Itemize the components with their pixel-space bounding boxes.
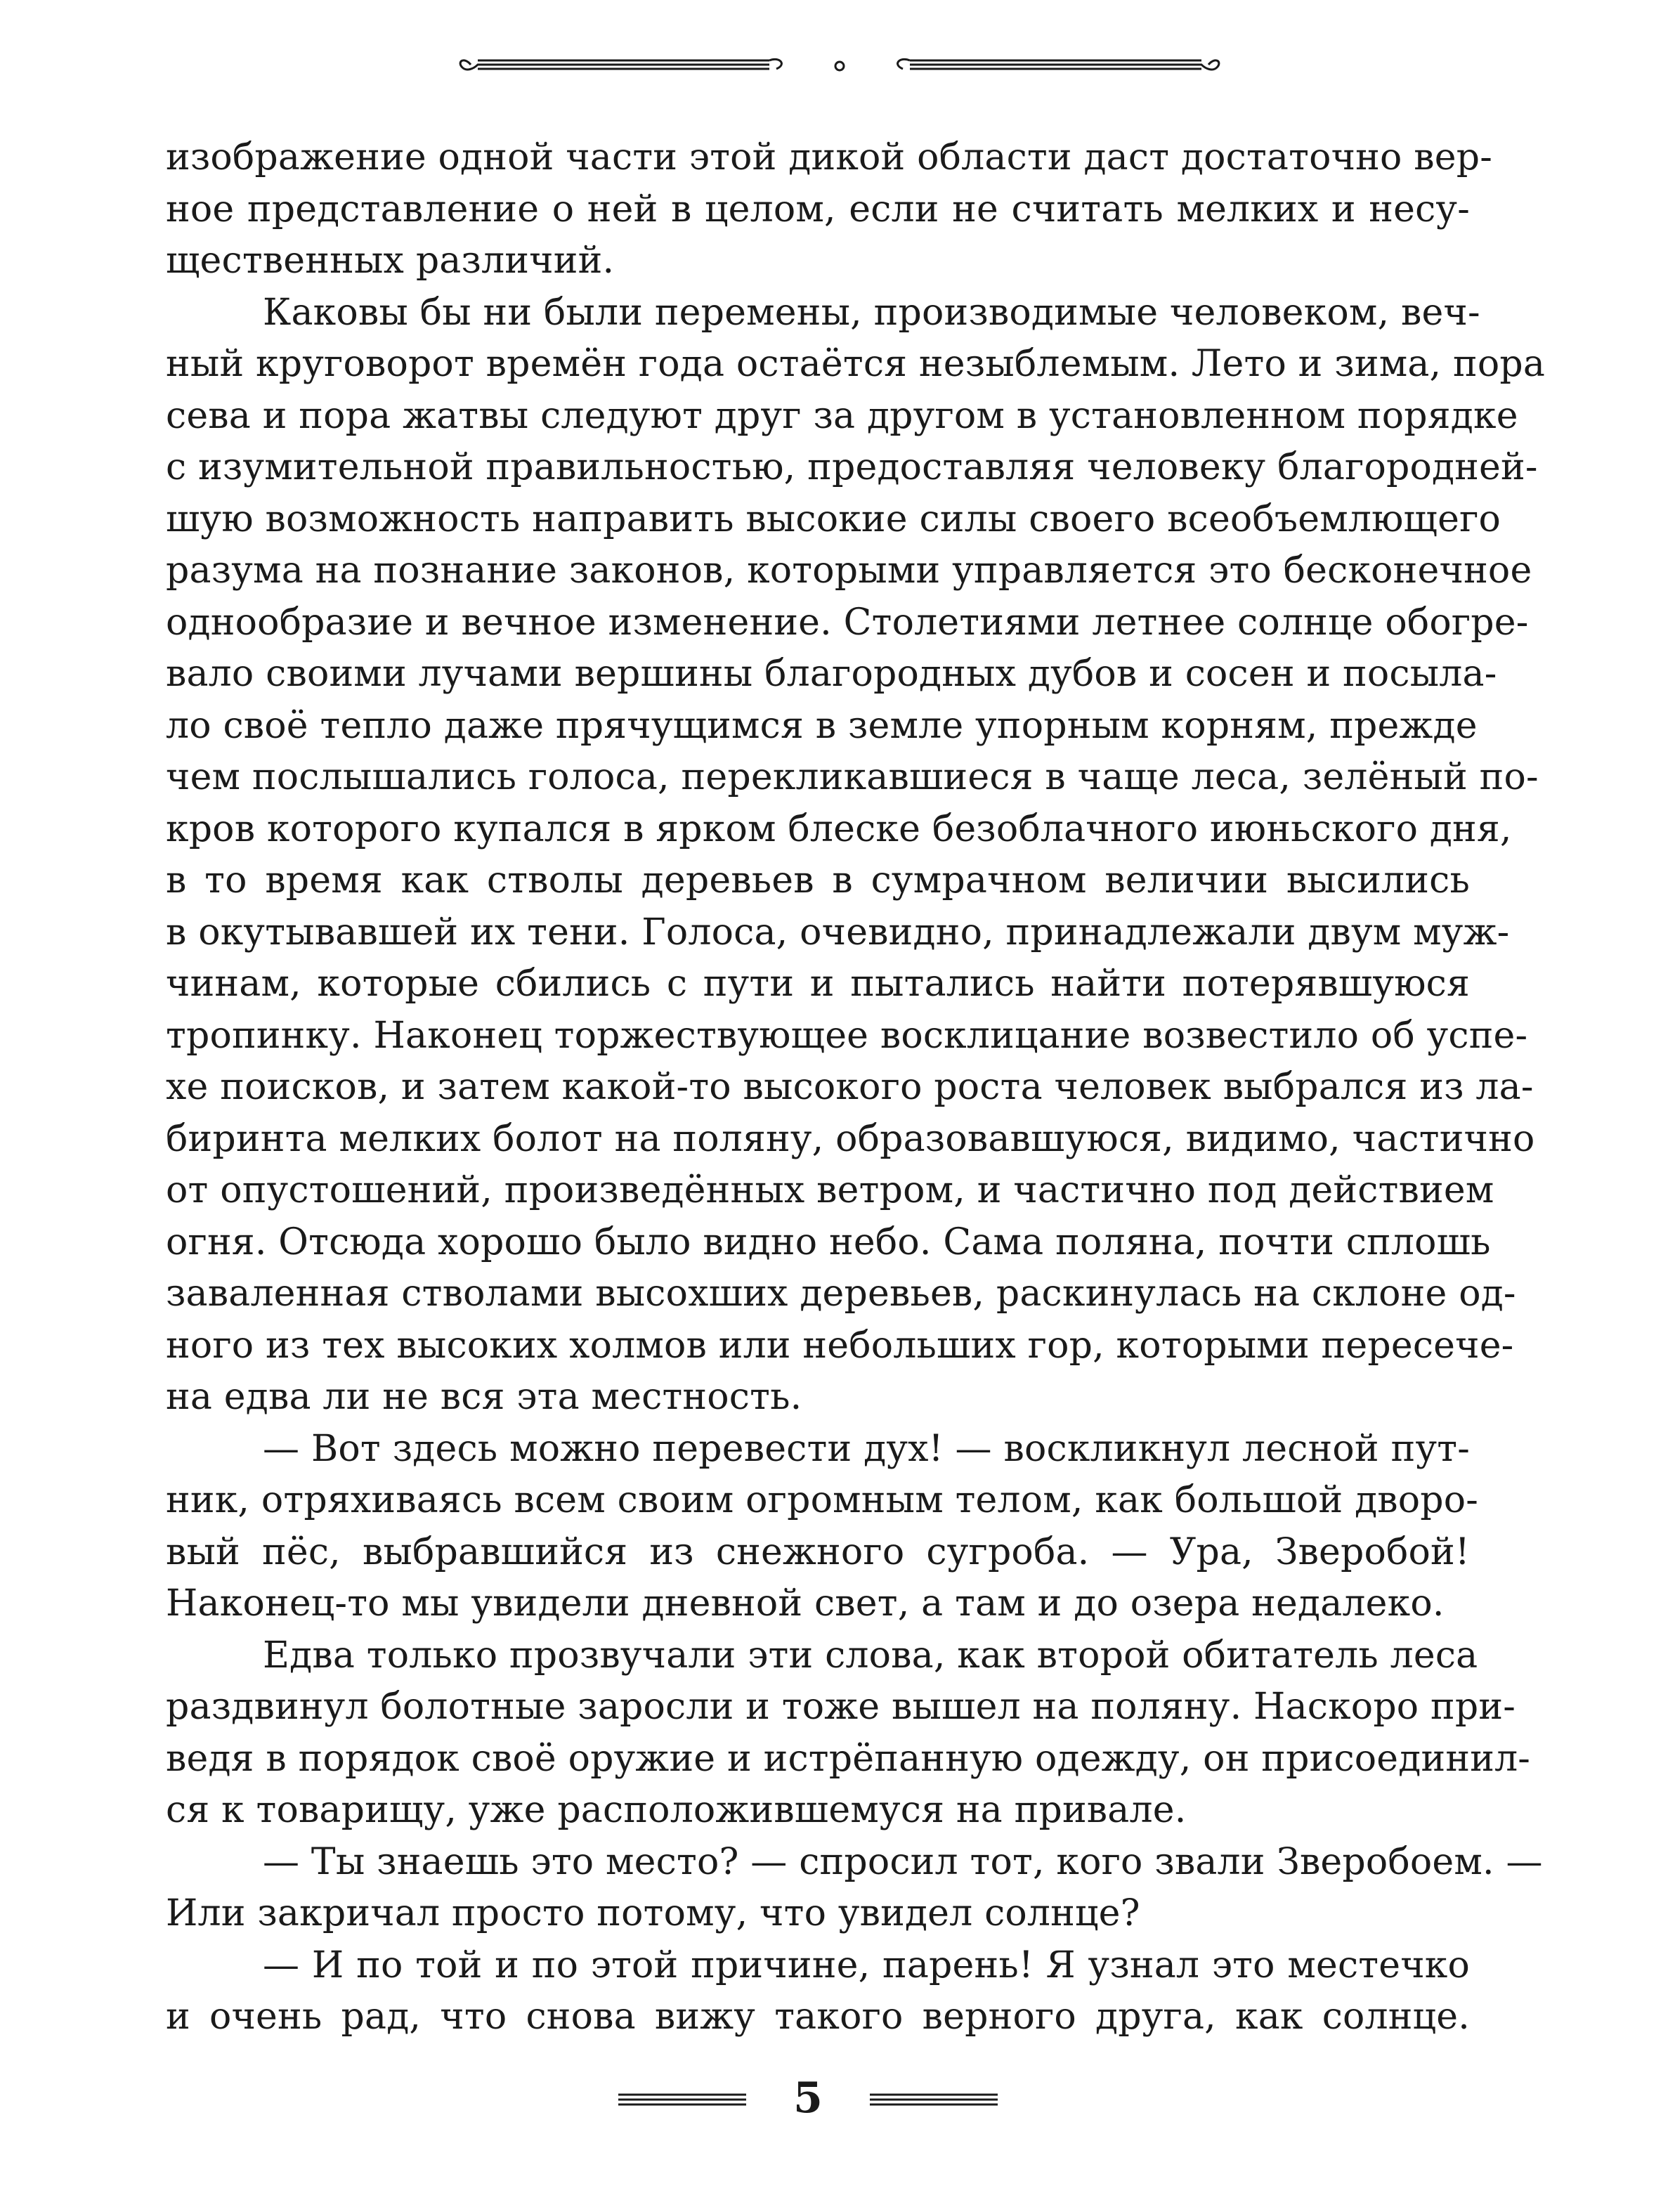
text-line: в то время как стволы деревьев в сумрачном величии высились: [166, 859, 1470, 902]
text-line: изображение одной части этой дикой области даст достаточно вер-: [166, 136, 1492, 178]
text-line: хе поисков, и затем какой-то высокого роста человек выбрался из ла-: [166, 1066, 1534, 1108]
page-number: 5: [793, 2074, 823, 2123]
text-line: огня. Отсюда хорошо было видно небо. Сама поляна, почти сплошь: [166, 1221, 1491, 1263]
text-line: на едва ли не вся эта местность.: [166, 1376, 802, 1418]
text-line: щественных различий.: [166, 240, 615, 282]
text-line: разума на познание законов, которыми управляется это бесконечное: [166, 549, 1532, 592]
text-line: от опустошений, произведённых ветром, и частично под действием: [166, 1169, 1494, 1211]
top-ornament: [457, 49, 1223, 80]
text-line: раздвинул болотные заросли и тоже вышел на поляну. Наскоро при-: [166, 1686, 1516, 1728]
text-line: ведя в порядок своё оружие и истрёпанную одежду, он присоединил-: [166, 1737, 1531, 1780]
text-line: биринта мелких болот на поляну, образовавшуюся, видимо, частично: [166, 1117, 1535, 1160]
text-line: ник, отряхиваясь всем своим огромным телом, как большой дворо-: [166, 1479, 1479, 1521]
text-line: и очень рад, что снова вижу такого верного друга, как солнце.: [166, 1996, 1470, 2038]
text-line: однообразие и вечное изменение. Столетиями летнее солнце обогре-: [166, 601, 1529, 644]
text-line: кров которого купался в ярком блеске безоблачного июньского дня,: [166, 807, 1512, 850]
text-line: чем послышались голоса, перекликавшиеся в чаще леса, зелёный по-: [166, 756, 1539, 798]
text-line: Каковы бы ни были перемены, производимые человеком, веч-: [263, 291, 1480, 334]
text-line: шую возможность направить высокие силы своего всеобъемлющего: [166, 497, 1501, 540]
text-line: заваленная стволами высохших деревьев, раскинулась на склоне од-: [166, 1273, 1516, 1315]
text-line: с изумительной правильностью, предоставляя человеку благородней-: [166, 446, 1538, 488]
text-line: вый пёс, выбравшийся из снежного сугроба. — Ура, Зверобой!: [166, 1530, 1470, 1573]
body-text: [166, 132, 1546, 2043]
text-line: ного из тех высоких холмов или небольших гор, которыми пересече-: [166, 1324, 1514, 1367]
text-line: чинам, которые сбились с пути и пытались найти потерявшуюся: [166, 963, 1470, 1005]
footer-rule-right: [870, 2093, 998, 2107]
text-line: Или закричал просто потому, что увидел солнце?: [166, 1892, 1140, 1934]
text-line: — Ты знаешь это место? — спросил тот, кого звали Зверобоем. —: [263, 1840, 1543, 1883]
text-line: тропинку. Наконец торжествующее восклицание возвестило об успе-: [166, 1014, 1528, 1057]
text-line: вало своими лучами вершины благородных дубов и сосен и посыла-: [166, 653, 1497, 695]
text-line: ный круговорот времён года остаётся незыблемым. Лето и зима, пора: [166, 343, 1546, 385]
text-line: Едва только прозвучали эти слова, как второй обитатель леса: [263, 1634, 1478, 1677]
text-line: — И по той и по этой причине, парень! Я узнал это местечко: [263, 1944, 1470, 1986]
text-line: сева и пора жатвы следуют друг за другом в установленном порядке: [166, 394, 1518, 437]
text-line: ное представление о ней в целом, если не считать мелких и несу-: [166, 188, 1470, 230]
text-line: — Вот здесь можно перевести дух! — воскликнул лесной пут-: [263, 1427, 1470, 1470]
text-line: в окутывавшей их тени. Голоса, очевидно, принадлежали двум муж-: [166, 911, 1510, 954]
text-line: ся к товарищу, уже расположившемуся на привале.: [166, 1789, 1187, 1831]
text-line: ло своё тепло даже прячущимся в земле упорным корням, прежде: [166, 704, 1478, 747]
text-line: Наконец-то мы увидели дневной свет, а там и до озера недалеко.: [166, 1582, 1445, 1625]
footer-rule-left: [618, 2093, 746, 2107]
page-footer: [618, 2073, 998, 2129]
